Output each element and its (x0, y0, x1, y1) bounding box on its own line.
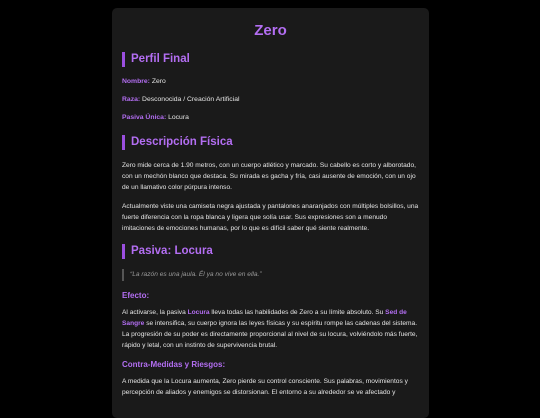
effect-highlight-sed: Sed de Sangre (122, 309, 407, 327)
effect-highlight-locura: Locura (187, 309, 210, 316)
effect-heading: Efecto: (122, 291, 150, 300)
passive-value: Locura (168, 114, 189, 121)
profile-card (112, 8, 429, 418)
passive-label: Pasiva Única: (122, 114, 167, 121)
section-heading-descripcion: Descripción Física (122, 135, 419, 150)
countermeasures-heading: Contra-Medidas y Riesgos: (122, 360, 226, 369)
section-heading-pasiva: Pasiva: Locura (122, 244, 419, 259)
name-value: Zero (151, 78, 166, 85)
section-heading-perfil: Perfil Final (122, 52, 419, 67)
name-label: Nombre: (122, 78, 150, 85)
passive-quote: “La razón es una jaula. Él ya no vive en ella.” (122, 269, 419, 281)
profile-race-row (122, 95, 419, 104)
description-paragraph-1: Zero mide cerca de 1.90 metros, con un cuerpo atlético y marcado. Su cabello es corto y alborotado, con un mechón blanco que destaca. Su mirada es gacha y fría, casi ausente de emoción, con un ojo de un llamativo color púrpura intenso. (122, 162, 416, 191)
effect-text-c: se intensifica, su cuerpo ignora las leyes físicas y su espíritu rompe las cadenas del sistema. La progresión de su poder es directamente proporcional al nivel de su locura, volviéndolo más fuerte, rápido y letal, con un instinto de supervivencia brutal. (122, 320, 418, 349)
page-title: Zero (254, 22, 287, 39)
countermeasures-paragraph: A medida que la Locura aumenta, Zero pierde su control consciente. Sus palabras, movimientos y percepción de aliados y enemigos se distorsionan. El entorno a su alrededor se ve afectado y (122, 378, 408, 396)
effect-paragraph (122, 307, 419, 351)
description-paragraph-2: Actualmente viste una camiseta negra ajustada y pantalones anaranjados con múltiples bolsillos, una fuerte diferencia con la ropa blanca y ligera que solía usar. Sus expresiones son a menudo imitaciones de emociones humanas, por lo que es difícil saber qué siente realmente. (122, 203, 419, 232)
profile-passive-row (122, 113, 419, 122)
effect-text-a: Al activarse, la pasiva (122, 309, 188, 316)
profile-name-row (122, 77, 419, 86)
effect-text-b: lleva todas las habilidades de Zero a su límite absoluto. Su (209, 309, 386, 316)
race-label: Raza: (122, 96, 141, 103)
race-value: Desconocida / Creación Artificial (142, 96, 240, 103)
